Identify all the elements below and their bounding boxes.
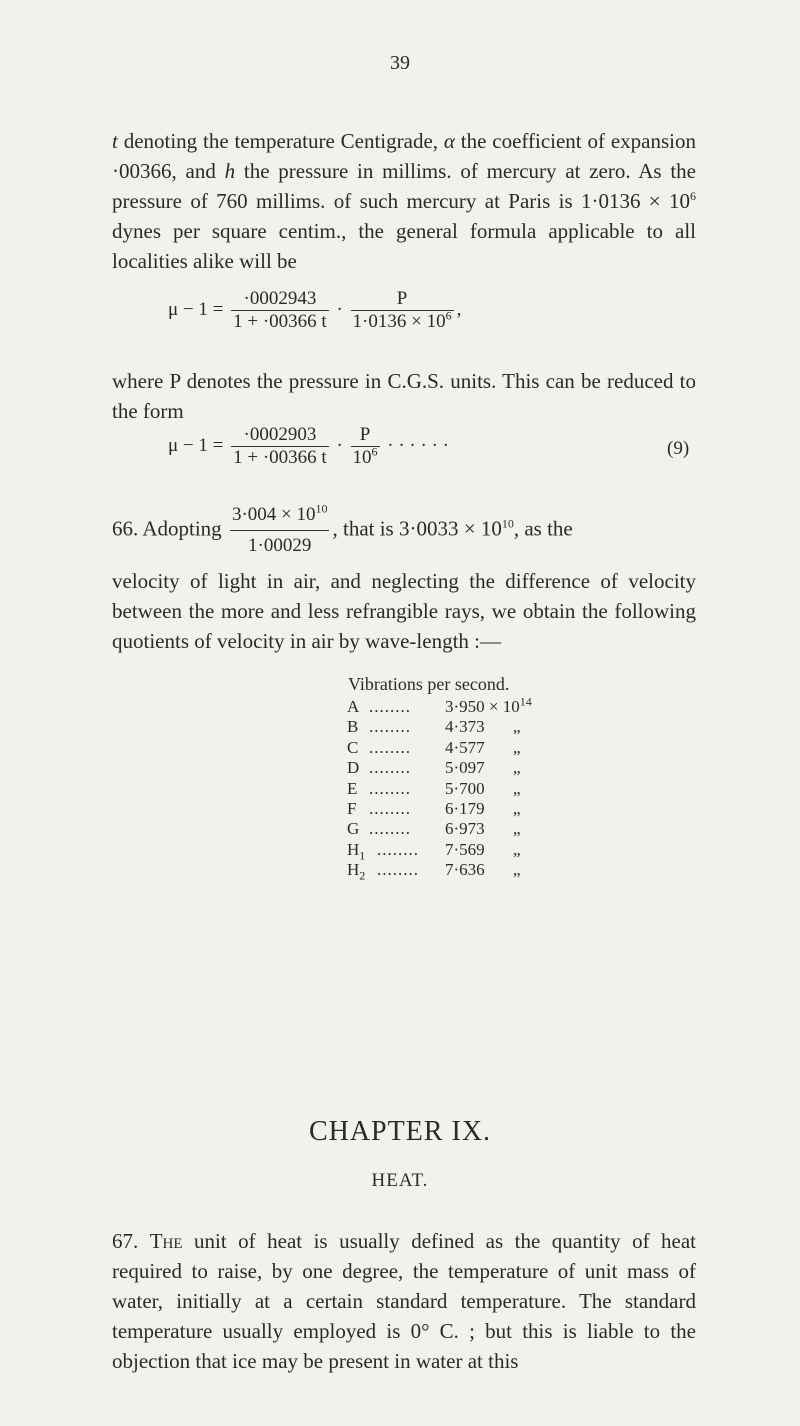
row-value-exponent: 14 xyxy=(519,694,532,709)
eq2-denominator-2 xyxy=(351,446,380,469)
eq2-dots: · · · · · · xyxy=(382,434,449,456)
equation-9 xyxy=(168,424,449,469)
row-label xyxy=(347,860,366,883)
para1-text3: the pressure in millims. of mercury at zero. As the pressure of 760 millims. of such mercury at Paris is 1·0136 × 10 xyxy=(112,159,696,213)
page-number: 39 xyxy=(390,52,410,74)
row-label xyxy=(347,779,357,799)
row-leader-dots: ........ xyxy=(369,799,411,818)
eq1-fraction-2 xyxy=(351,288,454,333)
ditto-mark: „ xyxy=(513,758,521,778)
para4-smallcaps: The xyxy=(149,1229,183,1253)
row-label-letter: A xyxy=(347,697,360,716)
row-value xyxy=(445,758,485,778)
row-value-number: 4·373 xyxy=(445,717,485,737)
row-value-number: 6·179 xyxy=(445,799,485,818)
table-heading: Vibrations per second. xyxy=(348,674,510,694)
row-value xyxy=(445,738,485,758)
row-value-number: 5·097 xyxy=(445,758,485,778)
light-num-base: 3·004 × 10 xyxy=(231,504,316,525)
row-value xyxy=(445,840,485,860)
para3-mid-exp: 10 xyxy=(501,516,514,531)
para1-text4: dynes per square centim., the general formula applicable to all localities alike will be xyxy=(112,219,696,273)
ditto-mark: „ xyxy=(513,819,521,839)
chapter-subtitle: HEAT. xyxy=(371,1170,429,1191)
row-label xyxy=(347,697,359,717)
light-velocity-fraction xyxy=(230,500,330,561)
row-leader-dots: ........ xyxy=(377,839,419,859)
row-value xyxy=(445,694,532,717)
row-label xyxy=(347,717,358,737)
table-row xyxy=(347,819,647,839)
table-row xyxy=(347,860,647,883)
table-row xyxy=(347,779,647,799)
row-value-number: 7·569 xyxy=(445,839,485,859)
light-fraction-numerator xyxy=(230,500,330,530)
paragraph-67 xyxy=(112,1226,696,1376)
ditto-mark: „ xyxy=(513,737,521,757)
row-label xyxy=(347,819,359,839)
para1-exponent: 6 xyxy=(690,189,696,203)
eq1-denominator-2 xyxy=(351,310,454,333)
eq1-lhs: μ − 1 = xyxy=(168,298,224,320)
row-leader-dots: ........ xyxy=(369,717,411,737)
row-value-number: 6·973 xyxy=(445,819,485,839)
equation-1 xyxy=(168,288,461,333)
row-label-letter: G xyxy=(347,819,360,839)
table-row xyxy=(347,758,647,778)
equation-number: (9) xyxy=(667,438,690,459)
table-row xyxy=(347,694,647,717)
eq2-denominator-1: 1 + ·00366 t xyxy=(233,447,327,468)
row-leader-dots: ........ xyxy=(377,860,419,880)
h-symbol: h xyxy=(224,159,236,183)
row-label xyxy=(347,738,358,758)
row-value xyxy=(445,799,485,819)
ditto-mark: „ xyxy=(513,778,521,798)
row-label-letter: H xyxy=(347,839,360,859)
row-label-letter: E xyxy=(347,778,358,798)
row-label-letter: D xyxy=(347,758,360,778)
eq2-den2-exp: 6 xyxy=(371,444,378,459)
t-symbol: t xyxy=(112,129,118,153)
eq2-numerator-1: ·0002903 xyxy=(243,424,317,445)
ditto-mark: „ xyxy=(513,799,521,818)
eq2-dot: · xyxy=(336,434,343,456)
row-value-number: 7·636 xyxy=(445,860,485,880)
alpha-symbol: α xyxy=(443,129,455,153)
row-leader-dots: ........ xyxy=(369,758,411,778)
row-label-letter: B xyxy=(347,717,359,737)
row-leader-dots: ........ xyxy=(369,737,411,757)
paragraph-formula-intro xyxy=(112,126,696,276)
ditto-mark: „ xyxy=(513,717,521,737)
para4-number: 67. xyxy=(112,1229,150,1253)
eq2-fraction-1 xyxy=(231,424,329,469)
row-value-number: 4·577 xyxy=(445,737,485,757)
para1-text2: the coefficient of expansion ·00366, and xyxy=(112,129,696,183)
table-row xyxy=(347,839,647,863)
chapter-title: CHAPTER IX. xyxy=(308,1116,492,1147)
eq1-den2-base: 1·0136 × 10 xyxy=(352,311,446,332)
ditto-mark: „ xyxy=(513,860,521,880)
eq1-denominator-1: 1 + ·00366 t xyxy=(233,311,327,332)
eq1-den2-exp: 6 xyxy=(445,308,452,323)
row-label-letter: H xyxy=(347,860,360,880)
table-row xyxy=(347,717,647,737)
para1-text1: denoting the temperature Centigrade, xyxy=(117,129,444,153)
light-fraction-denominator: 1·00029 xyxy=(230,530,330,561)
row-label xyxy=(347,758,359,778)
row-label-subscript: 2 xyxy=(359,868,366,883)
light-num-exp: 10 xyxy=(315,501,328,516)
row-value-number: 3·950 × 10 xyxy=(445,697,520,716)
eq2-numerator-2: P xyxy=(359,424,371,445)
eq2-lhs: μ − 1 = xyxy=(168,434,224,456)
row-leader-dots: ........ xyxy=(369,819,411,839)
para3-lead: 66. Adopting xyxy=(112,516,227,541)
paragraph-66-lead xyxy=(112,500,696,561)
eq1-numerator-2: P xyxy=(396,288,408,309)
row-value xyxy=(445,860,485,880)
row-leader-dots: ........ xyxy=(369,778,411,798)
eq2-den2-base: 10 xyxy=(352,447,372,468)
eq1-fraction-1 xyxy=(231,288,329,333)
row-value xyxy=(445,779,485,799)
table-row xyxy=(347,738,647,758)
paragraph-reduced-form: where P denotes the pressure in C.G.S. units. This can be reduced to the form xyxy=(112,369,696,423)
row-leader-dots: ........ xyxy=(369,697,411,716)
row-value xyxy=(445,717,485,737)
row-label xyxy=(347,839,366,863)
para3-mid-end: , as the xyxy=(513,516,573,541)
row-value xyxy=(445,819,485,839)
ditto-mark: „ xyxy=(513,839,521,859)
para4-text: unit of heat is usually defined as the quantity of heat required to raise, by one degree, the temperature of unit mass of water, initially at a certain standard temperature. The standard temperature usually employed is 0° C. ; but this is liable to the objection that ice may be present in water at this xyxy=(112,1229,697,1373)
row-value-number: 5·700 xyxy=(445,778,485,798)
row-label-letter: F xyxy=(347,799,357,818)
eq1-dot: · xyxy=(336,298,343,320)
table-row xyxy=(347,799,647,819)
eq2-fraction-2 xyxy=(351,424,380,469)
para3-mid: , that is 3·0033 × 10 xyxy=(332,516,502,541)
eq1-numerator-1: ·0002943 xyxy=(243,288,317,309)
paragraph-66-body: velocity of light in air, and neglecting the difference of velocity between the more and less refrangible rays, we obtain the following quotients of velocity in air by wave-length :— xyxy=(112,569,696,653)
row-label xyxy=(347,799,356,819)
row-label-subscript: 1 xyxy=(359,848,366,863)
eq1-tail: , xyxy=(456,298,462,320)
row-label-letter: C xyxy=(347,737,359,757)
